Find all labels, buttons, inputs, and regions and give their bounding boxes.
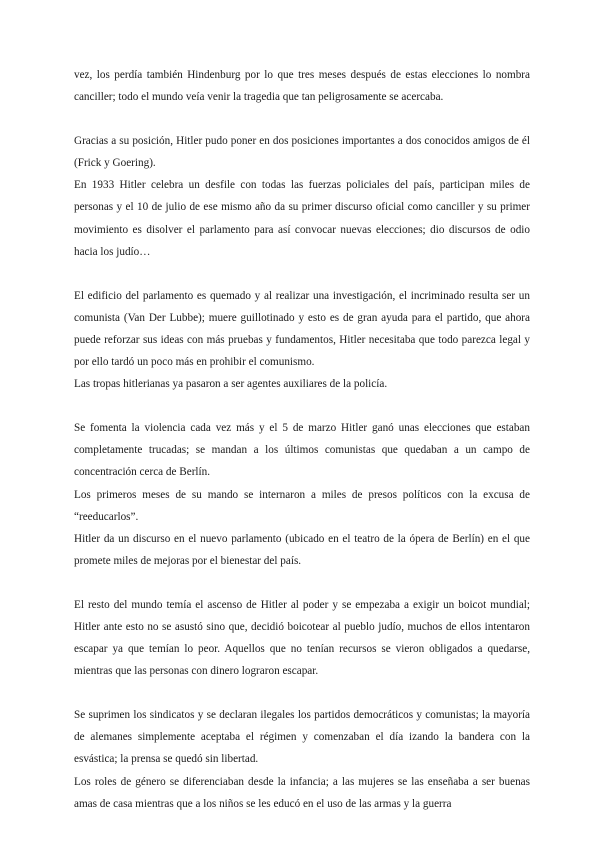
paragraph-political-prisoners: Los primeros meses de su mando se internaron a miles de presos políticos con la excusa de “reeducarlos”. (74, 488, 530, 523)
document-page (74, 64, 530, 815)
paragraph-gender-roles: Los roles de género se diferenciaban desde la infancia; a las mujeres se las enseñaba a ser buenas amas de casa mientras que a los niños se les educó en el uso de las armas y la guerra (74, 775, 530, 810)
paragraph-march-elections: Se fomenta la violencia cada vez más y el 5 de marzo Hitler ganó unas elecciones que estaban completamente trucadas; se mandan a los últimos comunistas que quedaban a un campo de concentración cerca de Berlín. (74, 422, 530, 479)
paragraph-unions-suppressed: Se suprimen los sindicatos y se declaran ilegales los partidos democráticos y comunistas; la mayoría de alemanes simplemente aceptaba el régimen y comenzaban el día izando la bandera con la esvástica; la prensa se quedó sin libertad. (74, 709, 530, 766)
paragraph-gap (74, 682, 530, 704)
paragraph-hindenburg: vez, los perdía también Hindenburg por lo que tres meses después de estas elecciones lo nombra canciller; todo el mundo veía venir la tragedia que tan peligrosamente se acercaba. (74, 69, 530, 104)
paragraph-troops-police: Las tropas hitlerianas ya pasaron a ser agentes auxiliares de la policía. (74, 378, 388, 391)
paragraph-frick-goering: Gracias a su posición, Hitler pudo poner en dos posiciones importantes a dos conocidos amigos de él (Frick y Goering). (74, 135, 530, 170)
paragraph-opera-speech: Hitler da un discurso en el nuevo parlamento (ubicado en el teatro de la ópera de Berlín) en el que promete miles de mejoras por el bienestar del país. (74, 532, 530, 567)
paragraph-gap (74, 572, 530, 594)
paragraph-parliament-fire: El edificio del parlamento es quemado y al realizar una investigación, el incriminado resulta ser un comunista (Van Der Lubbe); muere guillotinado y esto es de gran ayuda para el partido, que ahora puede reforzar sus ideas con más pruebas y fundamentos, Hitler necesitaba que todo parezca legal y por ello tardó un poco más en prohibir el comunismo. (74, 289, 530, 369)
paragraph-1933-parade: En 1933 Hitler celebra un desfile con todas las fuerzas policiales del país, participan miles de personas y el 10 de julio de ese mismo año da su primer discurso oficial como canciller y su primer movimiento es disolver el parlamento para así convocar nuevas elecciones; dio discursos de odio hacia los judío… (74, 179, 530, 258)
paragraph-gap (74, 395, 530, 417)
paragraph-gap (74, 108, 530, 130)
paragraph-gap (74, 263, 530, 285)
paragraph-boycott: El resto del mundo temía el ascenso de Hitler al poder y se empezaba a exigir un boicot mundial; Hitler ante esto no se asustó sino que, decidió boicotear al pueblo judío, muchos de ellos intentaron escapar ya que temían lo peor. Aquellos que no tenían recursos se vieron obligados a quedarse, mientras que las personas con dinero lograron escapar. (74, 598, 530, 678)
